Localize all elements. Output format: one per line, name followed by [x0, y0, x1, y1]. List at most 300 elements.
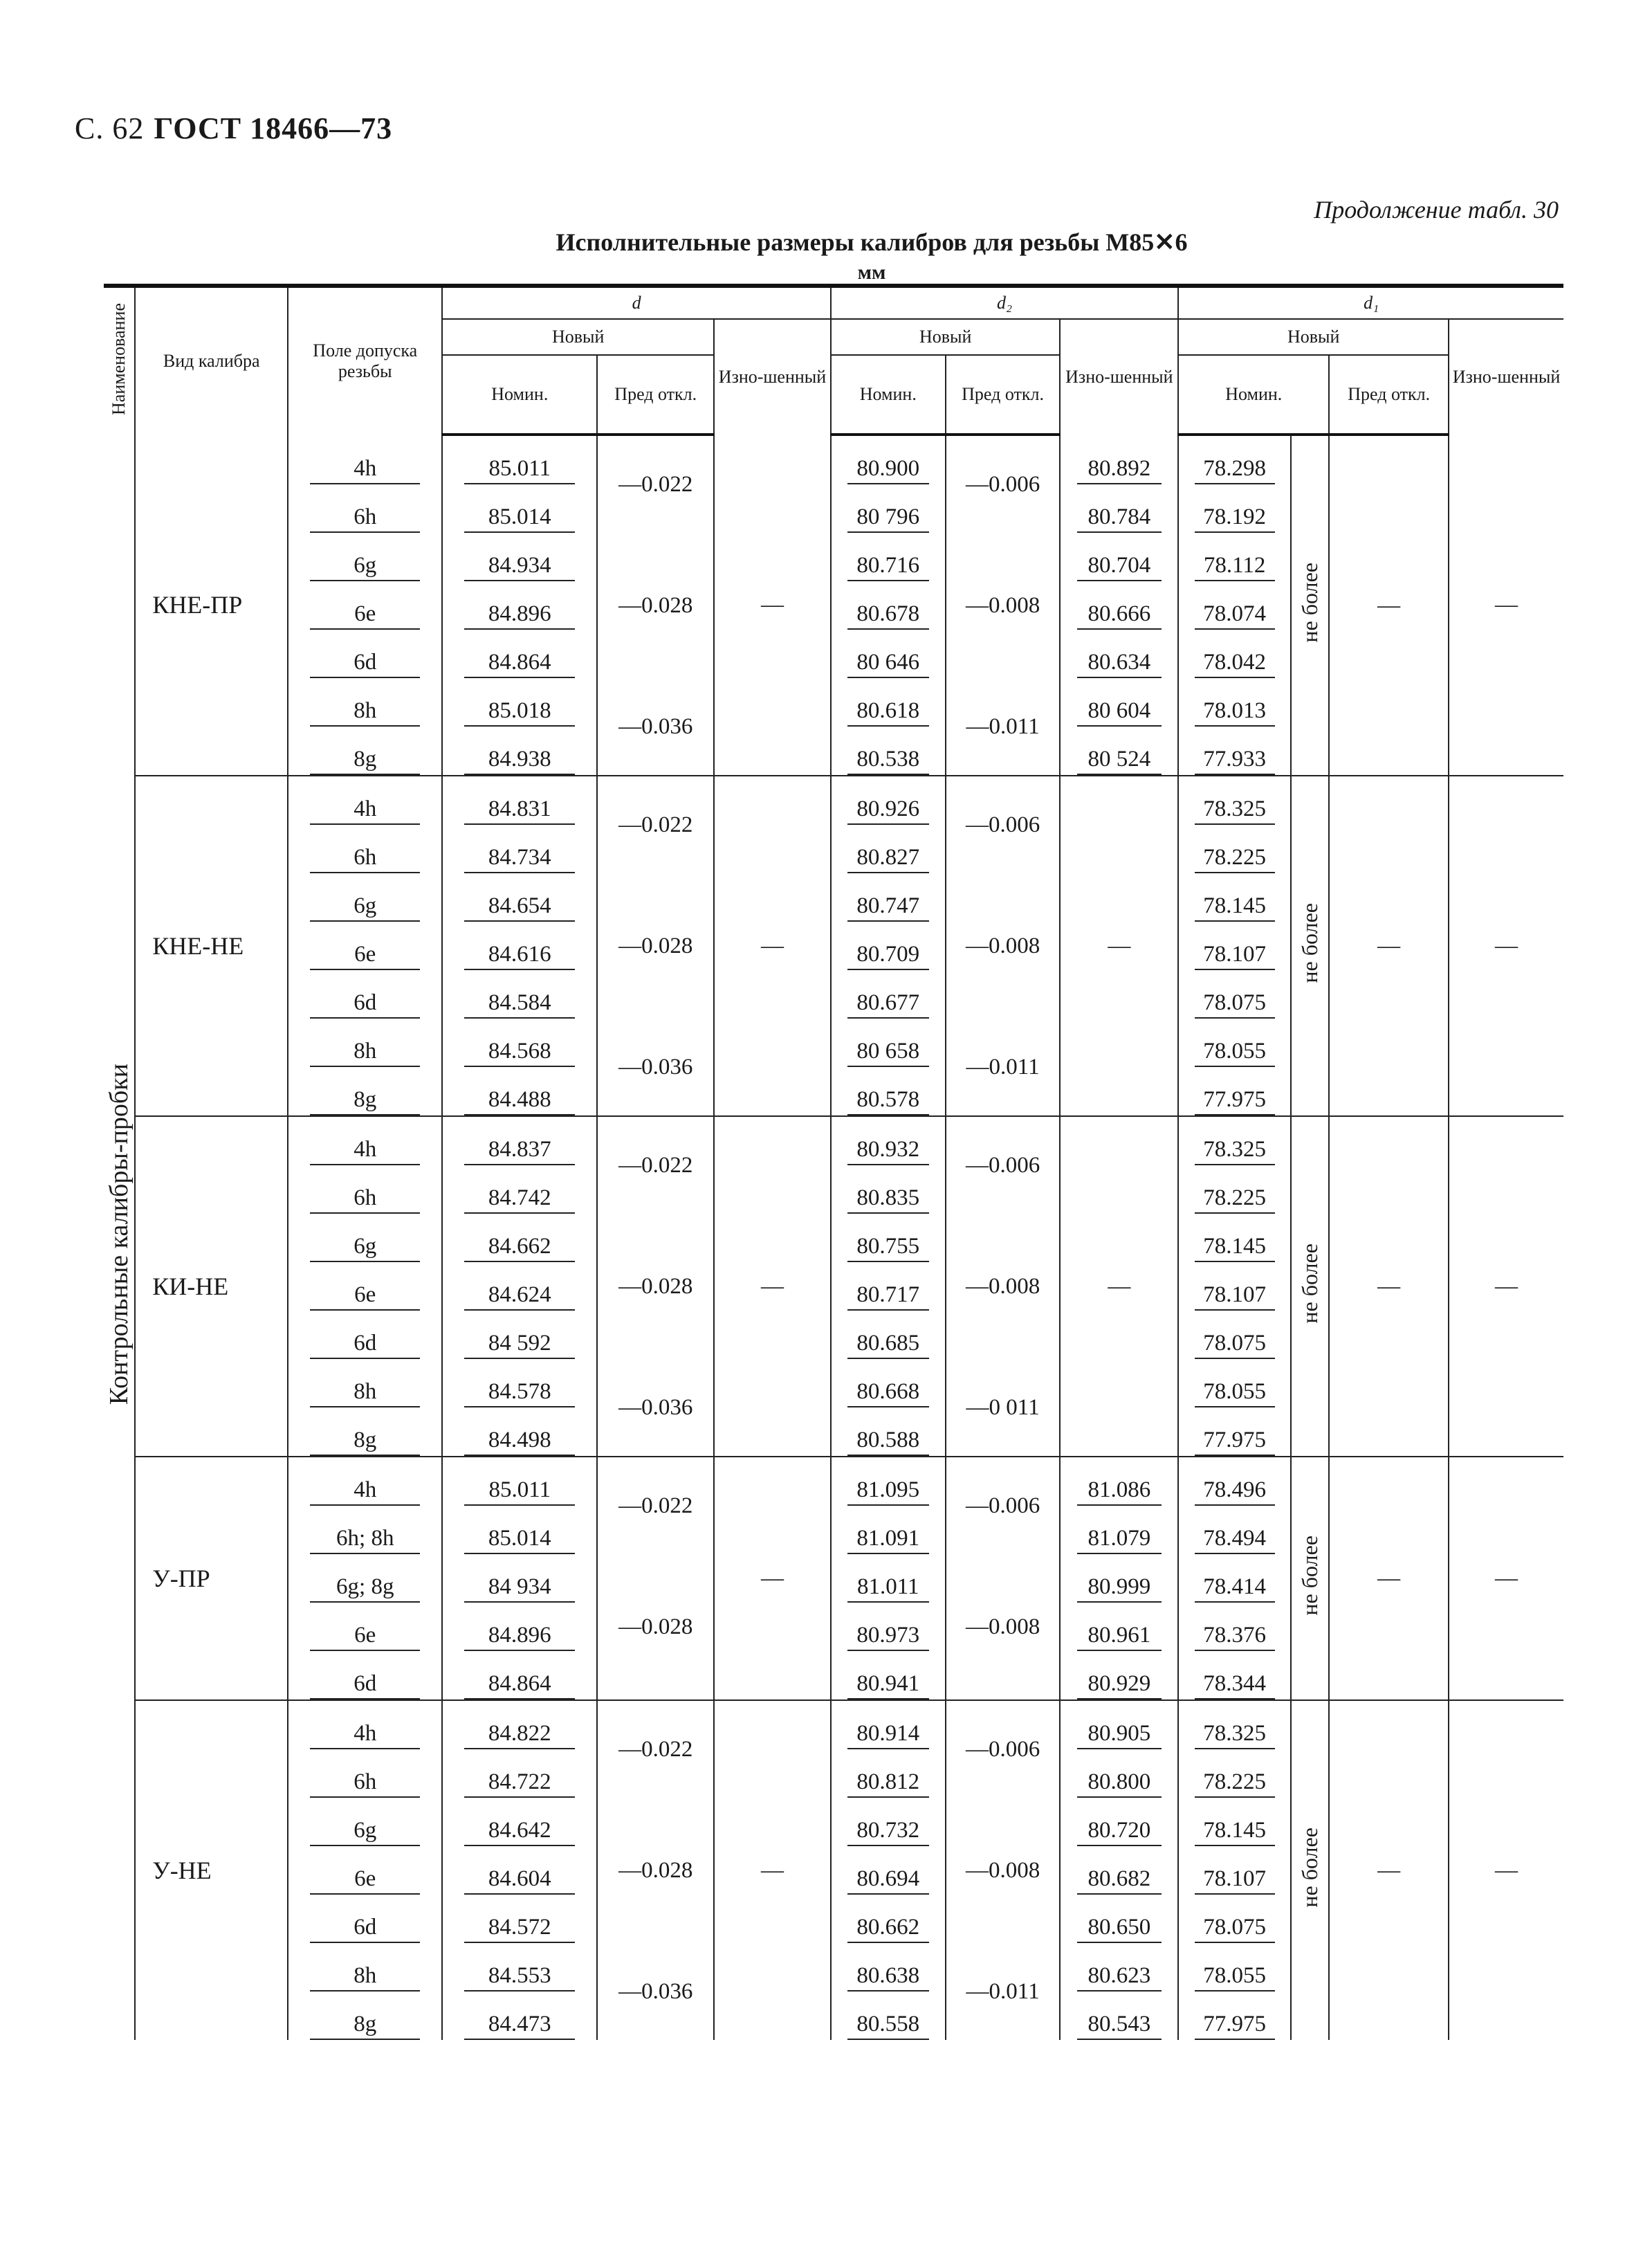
- d2-worn: 80.784: [1077, 504, 1162, 533]
- tolerance-field: 6d: [310, 1671, 420, 1699]
- tolerance-field: 4h: [310, 1721, 420, 1749]
- d-deviation-cell: [597, 533, 714, 678]
- d-nominal-cell: [442, 1457, 597, 1506]
- d2-nominal-cell: [831, 1554, 946, 1603]
- d-nominal: 84.584: [464, 990, 575, 1019]
- d-nominal: 84.864: [464, 650, 575, 678]
- d2-nominal-cell: [831, 922, 946, 970]
- d-nominal: 84.473: [464, 2012, 575, 2040]
- d1-nominal: 78.042: [1195, 650, 1275, 678]
- d2-deviation: —0.008: [965, 1273, 1040, 1299]
- d1-worn-cell: [1449, 435, 1563, 776]
- d2-worn-cell: [1060, 1846, 1178, 1895]
- d1-nominal-cell: [1178, 922, 1291, 970]
- header-d1-new: Новый: [1178, 319, 1449, 355]
- d-nominal-cell: [442, 776, 597, 825]
- tolerance-field-cell: [288, 1603, 442, 1651]
- d1-nominal-cell: [1178, 727, 1291, 776]
- tolerance-field: 6d: [310, 990, 420, 1019]
- header-d2-worn: Изно-шенный: [1060, 319, 1178, 435]
- d2-deviation: —0.006: [965, 812, 1040, 837]
- d-nominal: 85.018: [464, 698, 575, 727]
- d1-deviation: —: [1377, 592, 1401, 618]
- d2-deviation: —0.011: [966, 1978, 1040, 2004]
- d2-nominal-cell: [831, 1506, 946, 1554]
- d-nominal-cell: [442, 581, 597, 630]
- d2-nominal-cell: [831, 484, 946, 533]
- d1-nominal: 78.494: [1195, 1526, 1275, 1554]
- d-nominal: 84.896: [464, 1623, 575, 1651]
- d-nominal-cell: [442, 873, 597, 922]
- d1-nominal: 78.074: [1195, 601, 1275, 630]
- d-nominal: 84.864: [464, 1671, 575, 1699]
- d-deviation: —0.028: [618, 592, 693, 618]
- d-nominal: 84.654: [464, 893, 575, 922]
- d1-nominal-cell: [1178, 970, 1291, 1019]
- d1-nominal-cell: [1178, 1846, 1291, 1895]
- d1-nominal: 78.225: [1195, 1185, 1275, 1214]
- d1-deviation: —: [1377, 1565, 1401, 1591]
- d-nominal-cell: [442, 484, 597, 533]
- header-d-deviation: Пред откл.: [597, 355, 714, 435]
- d2-worn: 81.086: [1077, 1477, 1162, 1506]
- d2-nominal-cell: [831, 873, 946, 922]
- d2-nominal-cell: [831, 630, 946, 678]
- d2-nominal: 80.835: [847, 1185, 929, 1214]
- d-nominal: 84.734: [464, 845, 575, 873]
- table-row: [104, 1700, 1563, 1749]
- d1-nominal: 78.325: [1195, 796, 1275, 825]
- d-nominal-cell: [442, 1554, 597, 1603]
- d1-nominal: 78.055: [1195, 1039, 1275, 1067]
- d1-worn: —: [1495, 592, 1518, 617]
- tolerance-field-cell: [288, 970, 442, 1019]
- d-nominal: 84.896: [464, 601, 575, 630]
- d-deviation: —0.028: [618, 1273, 693, 1299]
- d2-deviation-cell: [946, 533, 1061, 678]
- d1-limit-cell: [1291, 435, 1329, 776]
- tolerance-field-cell: [288, 1506, 442, 1554]
- tolerance-field: 8h: [310, 1379, 420, 1407]
- d-nominal: 84 592: [464, 1331, 575, 1359]
- d1-nominal: 78.013: [1195, 698, 1275, 727]
- d1-deviation-cell: [1329, 1116, 1449, 1457]
- page-number: С. 62: [75, 111, 145, 145]
- d2-nominal: 80.914: [847, 1721, 929, 1749]
- d2-deviation-cell: [946, 776, 1061, 873]
- gauge-type-cell: [135, 1700, 288, 2040]
- d1-nominal: 78.075: [1195, 1915, 1275, 1943]
- tolerance-field-cell: [288, 1067, 442, 1116]
- d2-nominal: 80.662: [847, 1915, 929, 1943]
- tolerance-field: 6e: [310, 1623, 420, 1651]
- d1-worn-cell: [1449, 1700, 1563, 2040]
- d1-deviation: —: [1377, 1857, 1401, 1883]
- tolerance-field: 6d: [310, 1331, 420, 1359]
- d-nominal: 84.604: [464, 1866, 575, 1895]
- tolerance-field-cell: [288, 1311, 442, 1359]
- d1-deviation-cell: [1329, 1700, 1449, 2040]
- tolerance-field-cell: [288, 1214, 442, 1262]
- gauge-type-cell: [135, 1116, 288, 1457]
- tolerance-field-cell: [288, 581, 442, 630]
- d2-worn: 80.999: [1077, 1574, 1162, 1603]
- d-nominal: 84.624: [464, 1282, 575, 1311]
- d-deviation: —0.022: [618, 1493, 693, 1518]
- tolerance-field-cell: [288, 922, 442, 970]
- gauge-type: У-НЕ: [152, 1857, 212, 1884]
- gauge-type: КНЕ-ПР: [152, 591, 243, 619]
- tolerance-field-cell: [288, 1846, 442, 1895]
- d2-worn: 80.634: [1077, 650, 1162, 678]
- d2-worn-cell: [1060, 1895, 1178, 1943]
- d1-nominal-cell: [1178, 1116, 1291, 1165]
- d2-worn-cell: [1060, 484, 1178, 533]
- d1-nominal-cell: [1178, 1603, 1291, 1651]
- d-deviation: —0.036: [618, 713, 693, 739]
- tolerance-field: 8h: [310, 698, 420, 727]
- d-deviation-cell: [597, 1457, 714, 1554]
- header-d1-nominal: Номин.: [1178, 355, 1329, 435]
- d2-worn: 80.623: [1077, 1963, 1162, 1992]
- d-worn: —: [761, 933, 784, 958]
- d1-nominal: 78.145: [1195, 893, 1275, 922]
- d2-nominal-cell: [831, 1311, 946, 1359]
- d2-worn: —: [1108, 1273, 1131, 1299]
- header-d-new: Новый: [442, 319, 714, 355]
- d2-nominal: 81.095: [847, 1477, 929, 1506]
- tolerance-field: 8g: [310, 1428, 420, 1456]
- tolerance-field: 6h: [310, 1769, 420, 1798]
- d2-nominal-cell: [831, 970, 946, 1019]
- not-more-label: не более: [1297, 1827, 1323, 1908]
- tolerance-field: 8h: [310, 1963, 420, 1992]
- table-continuation-note: Продолжение табл. 30: [1314, 196, 1559, 224]
- d1-nominal-cell: [1178, 678, 1291, 727]
- d-deviation-cell: [597, 1554, 714, 1700]
- d2-nominal: 80.538: [847, 747, 929, 775]
- d-deviation-cell: [597, 435, 714, 533]
- d-nominal-cell: [442, 1019, 597, 1067]
- d2-worn: 80 524: [1077, 747, 1162, 775]
- d2-deviation: —0.008: [965, 592, 1040, 618]
- d2-worn-cell: [1060, 1457, 1178, 1506]
- d2-worn-cell: [1060, 533, 1178, 581]
- d-nominal-cell: [442, 1895, 597, 1943]
- d1-nominal-cell: [1178, 1019, 1291, 1067]
- d2-worn: 80.929: [1077, 1671, 1162, 1699]
- d1-nominal-cell: [1178, 1165, 1291, 1214]
- d-nominal-cell: [442, 825, 597, 873]
- table-row: [104, 776, 1563, 825]
- d-worn: —: [761, 1565, 784, 1591]
- header-d2: d₂: [831, 286, 1178, 319]
- tolerance-field-cell: [288, 825, 442, 873]
- d1-nominal-cell: [1178, 1749, 1291, 1798]
- d2-worn-cell: [1060, 581, 1178, 630]
- d1-nominal-cell: [1178, 1506, 1291, 1554]
- d1-nominal: 78.107: [1195, 942, 1275, 970]
- d-nominal-cell: [442, 970, 597, 1019]
- tolerance-field-cell: [288, 1165, 442, 1214]
- d2-deviation-cell: [946, 678, 1061, 776]
- gauge-type-cell: [135, 1457, 288, 1700]
- d-deviation: —0.022: [618, 812, 693, 837]
- not-more-label: не более: [1297, 902, 1323, 983]
- d-nominal: 85.014: [464, 1526, 575, 1554]
- d1-nominal-cell: [1178, 1651, 1291, 1700]
- tolerance-field: 6h: [310, 1185, 420, 1214]
- d1-worn: —: [1495, 1857, 1518, 1883]
- d2-nominal-cell: [831, 1700, 946, 1749]
- d2-deviation-cell: [946, 1943, 1061, 2040]
- d2-nominal: 80.638: [847, 1963, 929, 1992]
- tolerance-field-cell: [288, 1457, 442, 1506]
- tolerance-field: 8g: [310, 1087, 420, 1115]
- d-nominal-cell: [442, 630, 597, 678]
- tolerance-field-cell: [288, 1407, 442, 1457]
- d2-nominal: 80.677: [847, 990, 929, 1019]
- d2-deviation-cell: [946, 1019, 1061, 1116]
- d-nominal-cell: [442, 1214, 597, 1262]
- d2-worn: 80.892: [1077, 456, 1162, 484]
- d2-nominal-cell: [831, 1067, 946, 1116]
- d-deviation: —0.036: [618, 1054, 693, 1079]
- d1-nominal: 78.192: [1195, 504, 1275, 533]
- d-nominal-cell: [442, 1359, 597, 1407]
- tolerance-field: 4h: [310, 796, 420, 825]
- d2-worn: 80.704: [1077, 553, 1162, 581]
- d1-limit-cell: [1291, 1116, 1329, 1457]
- d-nominal-cell: [442, 1749, 597, 1798]
- tolerance-field-cell: [288, 873, 442, 922]
- d-nominal-cell: [442, 1067, 597, 1116]
- d-nominal-cell: [442, 1407, 597, 1457]
- d-deviation: —0.022: [618, 1736, 693, 1762]
- d-worn-cell: [714, 1116, 831, 1457]
- d2-worn: 80.720: [1077, 1818, 1162, 1846]
- d-deviation-cell: [597, 1019, 714, 1116]
- d2-deviation: —0.011: [966, 713, 1040, 739]
- d1-nominal-cell: [1178, 435, 1291, 484]
- group-name-cell: [104, 435, 135, 2040]
- tolerance-field: 8h: [310, 1039, 420, 1067]
- d-nominal: 84.568: [464, 1039, 575, 1067]
- d-nominal: 85.011: [464, 1477, 575, 1506]
- d-deviation-cell: [597, 1359, 714, 1457]
- d1-nominal-cell: [1178, 1700, 1291, 1749]
- d2-nominal-cell: [831, 727, 946, 776]
- d-nominal-cell: [442, 1262, 597, 1311]
- tolerance-field-cell: [288, 1798, 442, 1846]
- gauge-type: У-ПР: [152, 1565, 210, 1592]
- d1-nominal: 77.933: [1195, 747, 1275, 775]
- d1-nominal: 78.496: [1195, 1477, 1275, 1506]
- d-deviation-cell: [597, 776, 714, 873]
- d-deviation-cell: [597, 1943, 714, 2040]
- d2-nominal: 80.755: [847, 1234, 929, 1262]
- d-nominal-cell: [442, 533, 597, 581]
- tolerance-field: 6g: [310, 893, 420, 922]
- d2-worn-cell: [1060, 1506, 1178, 1554]
- tolerance-field-cell: [288, 484, 442, 533]
- d1-deviation-cell: [1329, 776, 1449, 1116]
- gauge-type: КИ-НЕ: [152, 1273, 229, 1300]
- tolerance-field-cell: [288, 435, 442, 484]
- tolerance-field-cell: [288, 1554, 442, 1603]
- d-deviation: —0.022: [618, 1152, 693, 1178]
- d2-worn-cell: [1060, 435, 1178, 484]
- d1-nominal-cell: [1178, 1992, 1291, 2040]
- tolerance-field: 6g: [310, 1818, 420, 1846]
- tolerance-field: 6g: [310, 553, 420, 581]
- d2-nominal: 80 646: [847, 650, 929, 678]
- d-nominal: 84.572: [464, 1915, 575, 1943]
- d2-nominal: 80.900: [847, 456, 929, 484]
- d2-worn-cell: [1060, 1943, 1178, 1992]
- tolerance-field-cell: [288, 727, 442, 776]
- header-d1-worn: Изно-шенный: [1449, 319, 1563, 435]
- header-d1: d₁: [1178, 286, 1563, 319]
- d2-nominal-cell: [831, 1019, 946, 1067]
- d-worn: —: [761, 592, 784, 617]
- d2-nominal: 80.973: [847, 1623, 929, 1651]
- d1-nominal: 78.075: [1195, 990, 1275, 1019]
- d-nominal-cell: [442, 435, 597, 484]
- d2-nominal-cell: [831, 1262, 946, 1311]
- d1-worn: —: [1495, 1565, 1518, 1591]
- tolerance-field: 6g; 8g: [310, 1574, 420, 1603]
- d1-nominal-cell: [1178, 1798, 1291, 1846]
- d2-nominal-cell: [831, 1165, 946, 1214]
- tolerance-field-cell: [288, 1019, 442, 1067]
- tolerance-field: 6h; 8h: [310, 1526, 420, 1554]
- table-body: [104, 435, 1563, 2040]
- header-d2-deviation: Пред откл.: [946, 355, 1061, 435]
- d1-nominal-cell: [1178, 1407, 1291, 1457]
- d2-worn-cell: [1060, 1554, 1178, 1603]
- table-title-text: Исполнительные размеры калибров для резьбы М85✕6: [556, 228, 1188, 256]
- d1-nominal-cell: [1178, 1311, 1291, 1359]
- d-nominal-cell: [442, 727, 597, 776]
- d-deviation: —0.028: [618, 1857, 693, 1883]
- d-nominal-cell: [442, 1943, 597, 1992]
- d-nominal: 84.837: [464, 1137, 575, 1165]
- d1-worn-cell: [1449, 1116, 1563, 1457]
- d1-nominal-cell: [1178, 1895, 1291, 1943]
- tolerance-field: 6g: [310, 1234, 420, 1262]
- tolerance-field: 6e: [310, 942, 420, 970]
- d1-nominal: 78.145: [1195, 1234, 1275, 1262]
- d-deviation-cell: [597, 1798, 714, 1943]
- not-more-label: не более: [1297, 1243, 1323, 1324]
- d-nominal: 84.488: [464, 1087, 575, 1115]
- d1-nominal: 77.975: [1195, 1428, 1275, 1456]
- d-worn-cell: [714, 1700, 831, 2040]
- tolerance-field: 6e: [310, 1866, 420, 1895]
- d1-nominal: 78.107: [1195, 1282, 1275, 1311]
- d-nominal: 84.831: [464, 796, 575, 825]
- d-nominal-cell: [442, 1846, 597, 1895]
- tolerance-field-cell: [288, 533, 442, 581]
- d2-nominal: 81.091: [847, 1526, 929, 1554]
- d-deviation-cell: [597, 1700, 714, 1798]
- d2-nominal-cell: [831, 533, 946, 581]
- d2-nominal-cell: [831, 1992, 946, 2040]
- header-d2-nominal: Номин.: [831, 355, 946, 435]
- d-nominal: 84.553: [464, 1963, 575, 1992]
- d2-worn-cell: [1060, 1603, 1178, 1651]
- tolerance-field: 8g: [310, 2012, 420, 2040]
- d-nominal-cell: [442, 1311, 597, 1359]
- d-nominal: 84.722: [464, 1769, 575, 1798]
- d1-nominal: 78.414: [1195, 1574, 1275, 1603]
- table-title: [387, 227, 1356, 288]
- d-nominal-cell: [442, 1992, 597, 2040]
- d2-worn: 80 604: [1077, 698, 1162, 727]
- d-deviation: —0.028: [618, 933, 693, 958]
- d2-worn-cell: [1060, 776, 1178, 1116]
- d1-nominal: 78.298: [1195, 456, 1275, 484]
- table-row: [104, 435, 1563, 484]
- d1-nominal-cell: [1178, 484, 1291, 533]
- d-nominal-cell: [442, 1798, 597, 1846]
- d2-nominal: 80.588: [847, 1428, 929, 1456]
- header-d: d: [442, 286, 831, 319]
- tolerance-field-cell: [288, 678, 442, 727]
- d-nominal-cell: [442, 1651, 597, 1700]
- d2-nominal: 80.578: [847, 1087, 929, 1115]
- d1-worn: —: [1495, 1273, 1518, 1299]
- d2-worn-cell: [1060, 1116, 1178, 1457]
- not-more-label: не более: [1297, 562, 1323, 643]
- table-row: [104, 1457, 1563, 1506]
- tolerance-field-cell: [288, 1262, 442, 1311]
- d1-nominal: 78.344: [1195, 1671, 1275, 1699]
- d1-nominal-cell: [1178, 776, 1291, 825]
- d-nominal: 84.498: [464, 1428, 575, 1456]
- d2-nominal: 80.694: [847, 1866, 929, 1895]
- d2-nominal: 80.678: [847, 601, 929, 630]
- tolerance-field-cell: [288, 1359, 442, 1407]
- d2-nominal: 80.827: [847, 845, 929, 873]
- tolerance-field: 6d: [310, 1915, 420, 1943]
- group-name: Контрольные калибры-пробки: [104, 1063, 134, 1405]
- d2-nominal-cell: [831, 1457, 946, 1506]
- d2-nominal: 80.716: [847, 553, 929, 581]
- d2-nominal-cell: [831, 1214, 946, 1262]
- d-nominal: 84.642: [464, 1818, 575, 1846]
- d2-nominal: 80.618: [847, 698, 929, 727]
- d1-nominal-cell: [1178, 1943, 1291, 1992]
- d1-worn-cell: [1449, 776, 1563, 1116]
- d2-nominal-cell: [831, 1407, 946, 1457]
- d1-nominal-cell: [1178, 1262, 1291, 1311]
- d1-nominal: 78.107: [1195, 1866, 1275, 1895]
- d2-deviation-cell: [946, 1700, 1061, 1798]
- d1-nominal-cell: [1178, 533, 1291, 581]
- d1-nominal: 78.325: [1195, 1721, 1275, 1749]
- d-deviation-cell: [597, 1214, 714, 1359]
- d1-nominal: 78.145: [1195, 1818, 1275, 1846]
- d2-worn: 80.543: [1077, 2012, 1162, 2040]
- tolerance-field: 4h: [310, 456, 420, 484]
- tolerance-field: 6h: [310, 845, 420, 873]
- table-unit: мм: [857, 261, 886, 284]
- d1-limit-cell: [1291, 1700, 1329, 2040]
- d2-nominal-cell: [831, 678, 946, 727]
- header-d-nominal: Номин.: [442, 355, 597, 435]
